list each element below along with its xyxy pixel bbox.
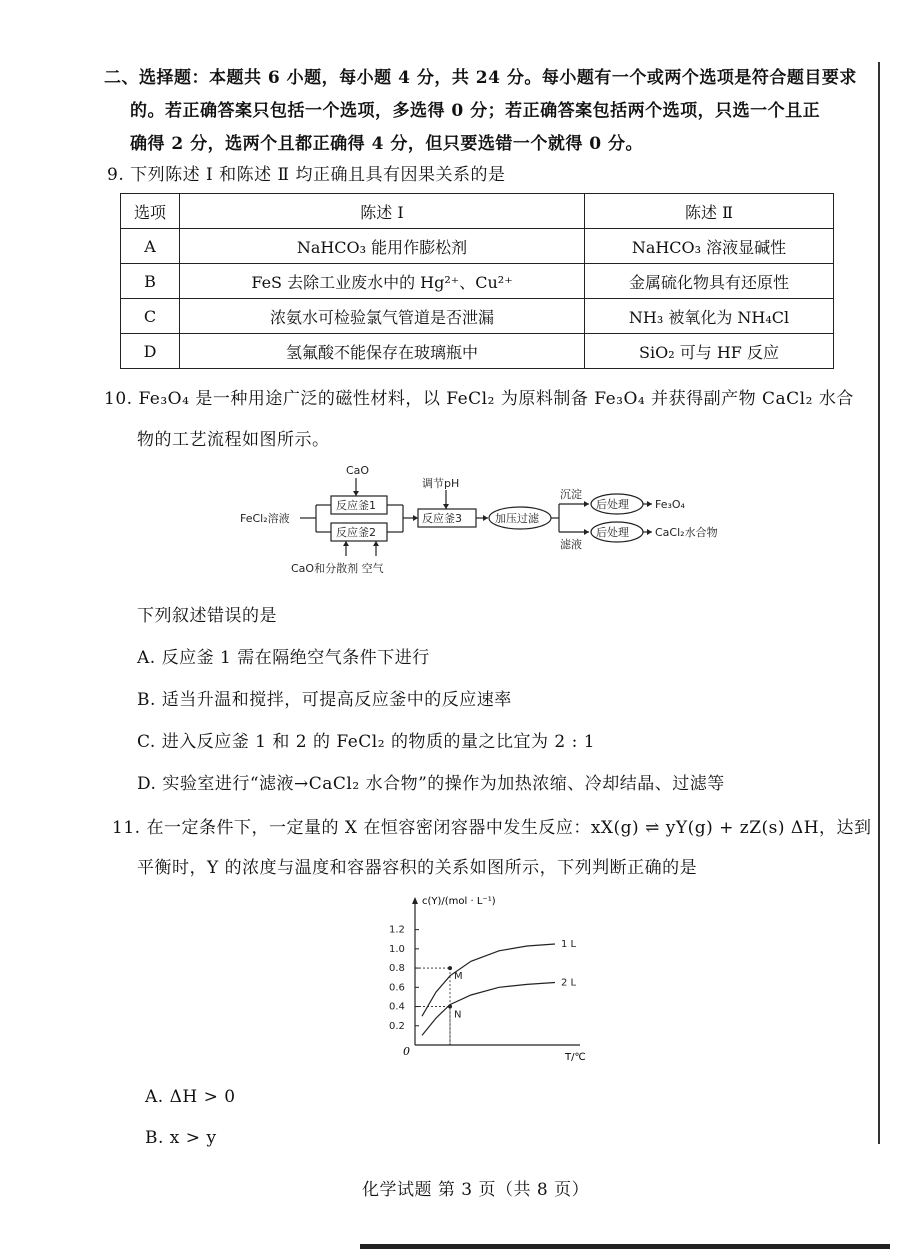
section-heading-line1: 二、选择题：本题共 6 小题，每小题 4 分，共 24 分。每小题有一个或两个选项是符合题目要求 — [104, 68, 857, 88]
series-label: 2 L — [561, 977, 577, 989]
product2-label: CaCl₂水合物 — [655, 526, 718, 539]
table-row — [121, 334, 834, 369]
margin-line — [878, 62, 880, 1144]
table-cell: NH₃ 被氧化为 NH₄Cl — [585, 299, 834, 334]
data-point — [448, 966, 452, 970]
table-cell: 浓氨水可检验氯气管道是否泄漏 — [180, 299, 585, 334]
reactor3-label: 反应釜3 — [422, 512, 462, 525]
y-tick-label: 1.0 — [389, 943, 405, 955]
q10-stem-line2: 物的工艺流程如图所示。 — [137, 430, 330, 450]
page-footer: 化学试题 第 3 页（共 8 页） — [362, 1180, 590, 1200]
y-tick-label: 0.8 — [389, 963, 405, 975]
concentration-temperature-chart — [355, 890, 605, 1070]
table-row — [121, 299, 834, 334]
q9-table — [120, 193, 834, 369]
q11-option-b: B. x > y — [145, 1128, 217, 1148]
y-tick-label: 0.6 — [389, 982, 405, 994]
y-axis-arrow — [412, 897, 418, 904]
table-cell: SiO₂ 可与 HF 反应 — [585, 334, 834, 369]
table-cell: NaHCO₃ 能用作膨松剂 — [180, 229, 585, 264]
section-heading-line2: 的。若正确答案只包括一个选项，多选得 0 分；若正确答案包括两个选项，只选一个且正 — [130, 101, 821, 121]
q10-stem-line1: 10. Fe₃O₄ 是一种用途广泛的磁性材料，以 FeCl₂ 为原料制备 Fe₃O₄ 并获得副产物 CaCl₂ 水合 — [104, 389, 854, 409]
post-process-label-2: 后处理 — [596, 526, 629, 539]
series-label: 1 L — [561, 939, 577, 951]
table-cell: A — [121, 229, 180, 264]
ph-label: 调节pH — [422, 477, 460, 490]
precipitate-label: 沉淀 — [560, 488, 582, 501]
point-label: M — [454, 971, 463, 983]
point-label: N — [454, 1009, 462, 1021]
product1-label: Fe₃O₄ — [655, 498, 685, 511]
cao-label: CaO — [346, 464, 370, 477]
table-header-cell: 选项 — [121, 194, 180, 229]
bottom-inputs-label: CaO和分散剂 空气 — [291, 562, 384, 575]
q10-option-b: B. 适当升温和搅拌，可提高反应釜中的反应速率 — [137, 690, 512, 710]
table-cell: 金属硫化物具有还原性 — [585, 264, 834, 299]
q10-option-a: A. 反应釜 1 需在隔绝空气条件下进行 — [137, 648, 430, 668]
origin-label: 0 — [403, 1045, 410, 1058]
q10-option-d: D. 实验室进行“滤液→CaCl₂ 水合物”的操作为加热浓缩、冷却结晶、过滤等 — [137, 774, 725, 794]
bottom-rule — [360, 1244, 890, 1249]
data-point — [448, 1005, 452, 1009]
post-process-label-1: 后处理 — [596, 498, 629, 511]
table-header-row — [121, 194, 834, 229]
y-tick-label: 0.2 — [389, 1020, 405, 1032]
series-line — [422, 944, 555, 1016]
table-cell: C — [121, 299, 180, 334]
y-axis-label: c(Y)/(mol · L⁻¹) — [422, 896, 496, 907]
reactor1-label: 反应釜1 — [336, 499, 376, 512]
x-axis-label: T/℃ — [565, 1052, 586, 1063]
q10-option-c: C. 进入反应釜 1 和 2 的 FeCl₂ 的物质的量之比宜为 2 : 1 — [137, 732, 596, 752]
feed-label: FeCl₂溶液 — [240, 512, 290, 525]
section-heading-line3: 确得 2 分，选两个且都正确得 4 分，但只要选错一个就得 0 分。 — [130, 134, 643, 154]
q11-stem-line1: 11. 在一定条件下，一定量的 X 在恒容密闭容器中发生反应：xX(g) ⇌ yY(g) + zZ(s) ΔH，达到 — [112, 818, 872, 838]
q9-stem: 9. 下列陈述 Ⅰ 和陈述 Ⅱ 均正确且具有因果关系的是 — [107, 165, 506, 185]
y-tick-label: 0.4 — [389, 1001, 405, 1013]
filtrate-label: 滤液 — [560, 538, 582, 551]
table-header-cell: 陈述 Ⅰ — [180, 194, 585, 229]
table-cell: 氢氟酸不能保存在玻璃瓶中 — [180, 334, 585, 369]
table-cell: B — [121, 264, 180, 299]
q11-stem-line2: 平衡时，Y 的浓度与温度和容器容积的关系如图所示，下列判断正确的是 — [137, 858, 698, 878]
table-row — [121, 229, 834, 264]
q10-question: 下列叙述错误的是 — [137, 606, 277, 626]
table-row — [121, 264, 834, 299]
table-cell: NaHCO₃ 溶液显碱性 — [585, 229, 834, 264]
table-header-cell: 陈述 Ⅱ — [585, 194, 834, 229]
y-tick-label: 1.2 — [389, 924, 405, 936]
q11-option-a: A. ΔH > 0 — [145, 1087, 236, 1107]
process-flow-diagram — [236, 460, 736, 585]
series-line — [422, 983, 555, 1036]
press-filter-label: 加压过滤 — [495, 512, 539, 525]
table-cell: FeS 去除工业废水中的 Hg²⁺、Cu²⁺ — [180, 264, 585, 299]
table-cell: D — [121, 334, 180, 369]
reactor2-label: 反应釜2 — [336, 526, 376, 539]
